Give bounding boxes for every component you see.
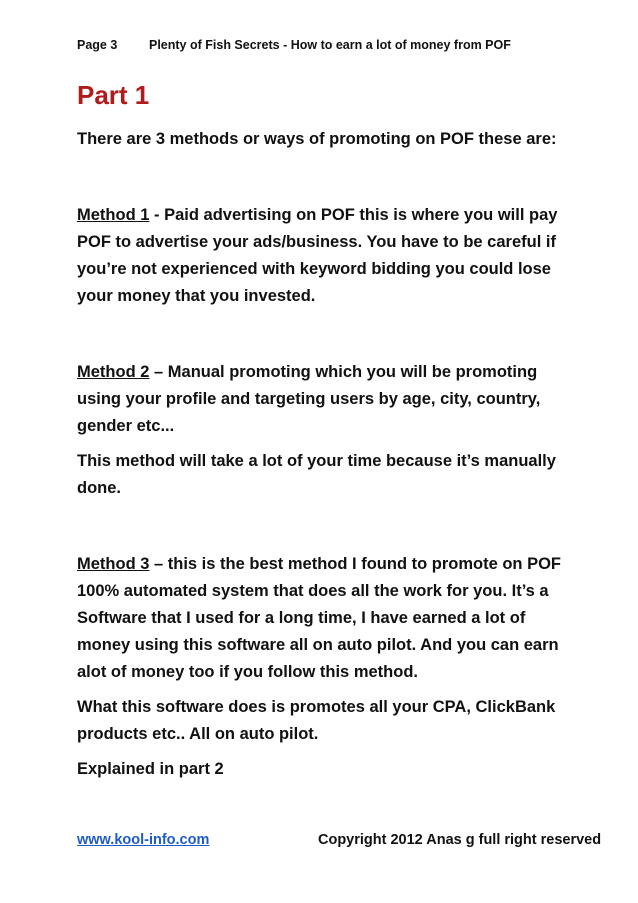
explained-note: Explained in part 2 bbox=[77, 760, 224, 778]
method-3-text: – this is the best method I found to promote on POF 100% automated system that does all the work for you. It’s a Software that I used for a long time, I have earned a lot of money using this software all on auto pilot. And you can earn alot of money too if you follow this method. bbox=[77, 555, 562, 681]
document-title: Plenty of Fish Secrets - How to earn a lot of money from POF bbox=[149, 38, 511, 52]
method-3-label: Method 3 bbox=[77, 555, 150, 573]
method-1-label: Method 1 bbox=[77, 206, 150, 224]
copyright-text: Copyright 2012 Anas g full right reserved bbox=[318, 832, 602, 848]
method-3-note: What this software does is promotes all your CPA, ClickBank products etc.. All on auto pilot. bbox=[77, 698, 556, 743]
document-body bbox=[77, 126, 577, 783]
method-2-label: Method 2 bbox=[77, 363, 150, 381]
method-2-note: This method will take a lot of your time because it’s manually done. bbox=[77, 452, 556, 497]
method-1-text: - Paid advertising on POF this is where you will pay POF to advertise your ads/business. You have to be careful if you’re not experienced with keyword bidding you could lose your money that you invested. bbox=[77, 206, 558, 305]
method-2-text: – Manual promoting which you will be promoting using your profile and targeting users by age, city, country, gender etc... bbox=[77, 363, 541, 435]
method-2-paragraph bbox=[77, 359, 577, 440]
method-1-paragraph bbox=[77, 202, 577, 310]
intro-paragraph: There are 3 methods or ways of promoting on POF these are: bbox=[77, 130, 557, 148]
page-header bbox=[77, 38, 511, 52]
website-link[interactable]: www.kool-info.com bbox=[77, 832, 210, 848]
part-title: Part 1 bbox=[77, 80, 150, 110]
page-number: Page 3 bbox=[77, 38, 118, 52]
method-3-paragraph bbox=[77, 551, 577, 686]
